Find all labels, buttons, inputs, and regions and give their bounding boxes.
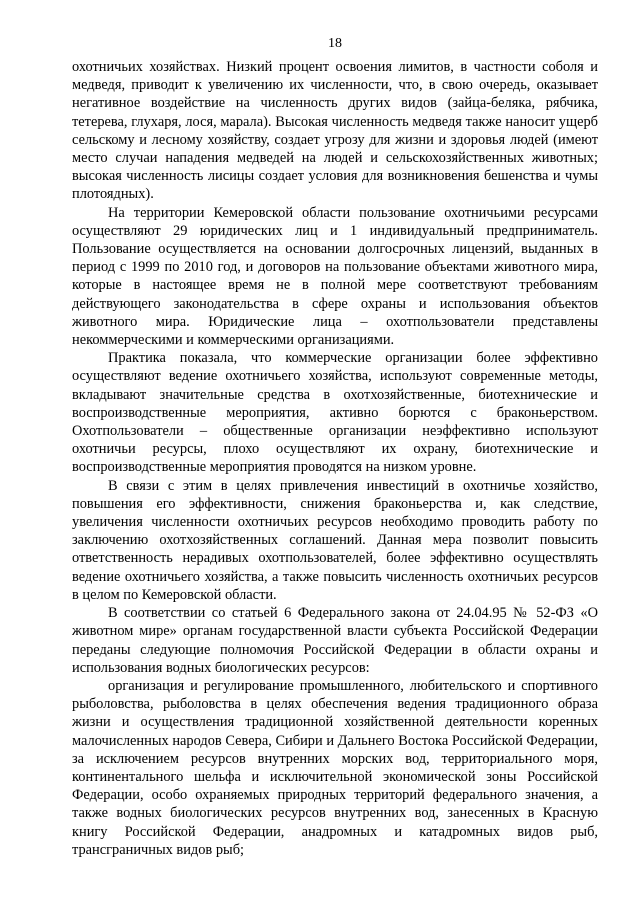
paragraph-fishing-powers: организация и регулирование промышленного, любительского и спортивного рыболовства, рыболовства в целях обеспечения ведения традиционного образа жизни и осуществления традиционной хозяйственной деятельности коренных малочисленных народов Севера, Сибири и Дальнего Востока Российской Федерации, за исключением ресурсов внутренних морских вод, территориального моря, континентального шельфа и исключительной экономической зоны Российской Федерации, особо охраняемых природных территорий федерального значения, а также водных биологических ресурсов внутренних вод, занесенных в Красную книгу Российской Федерации, анадромных и катадромных видов рыб, трансграничных видов рыб; [72, 677, 598, 858]
paragraph-practice: Практика показала, что коммерческие организации более эффективно осуществляют ведение охотничьего хозяйства, используют современные методы, вкладывают значительные средства в охотхозяйственные, биотехнические и воспроизводственные мероприятия, активно борются с браконьерством. Охотпользователи – общественные организации неэффективно используют охотничьи ресурсы, плохо осуществляют их охрану, биотехнические и воспроизводственные мероприятия проводятся на низком уровне. [72, 350, 598, 476]
paragraph-federal-law: В соответствии со статьей 6 Федерального закона от 24.04.95 № 52-ФЗ «О животном мире» органам государственной власти субъекта Российской Федерации переданы следующие полномочия Российской Федерации в области охраны и использования водных биологических ресурсов: [72, 605, 598, 676]
page-number: 18 [328, 36, 342, 51]
paragraph-hunting-users: На территории Кемеровской области пользование охотничьими ресурсами осуществляют 29 юридических лиц и 1 индивидуальный предприниматель. Пользование осуществляется на основании долгосрочных лицензий, выданных в период с 1999 по 2010 год, и договоров на пользование объектами животного мира, которые в настоящее время не в полной мере соответствуют требованиям действующего законодательства в сфере охраны и использования объектов животного мира. Юридические лица – охотпользователи представлены некоммерческими и коммерческими организациями. [72, 204, 598, 349]
paragraph-hunting-impact: охотничьих хозяйствах. Низкий процент освоения лимитов, в частности соболя и медведя, приводит к увеличению их численности, что, в свою очередь, оказывает негативное воздействие на численность других видов (зайца-беляка, рябчика, тетерева, глухаря, лося, марала). Высокая численность медведя также наносит ущерб сельскому и лесному хозяйству, создает угрозу для жизни и здоровья людей (имеют место случаи нападения медведей на людей и сельскохозяйственных животных; высокая численность лисицы создает условия для возникновения бешенства и чумы плотоядных). [72, 59, 598, 203]
paragraph-investment: В связи с этим в целях привлечения инвестиций в охотничье хозяйство, повышения его эффективности, снижения браконьерства и, как следствие, увеличения численности охотничьих ресурсов необходимо проводить работу по заключению охотхозяйственных соглашений. Данная мера позволит повысить ответственность нерадивых охотпользователей, более эффективно осуществлять ведение охотничьего хозяйства, а также повысить численность охотничьих ресурсов в целом по Кемеровской области. [72, 477, 598, 603]
